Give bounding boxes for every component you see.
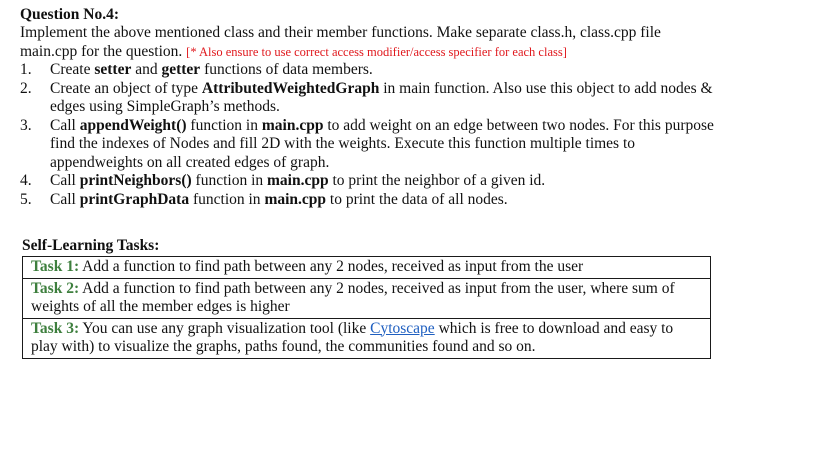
list-item-text: in main function. Also use this object to add nodes & edges using SimpleGraph’s methods.	[50, 79, 713, 115]
list-item	[20, 61, 720, 80]
self-learning-table	[22, 256, 711, 359]
list-item-text: to print the data of all nodes.	[326, 190, 508, 208]
table-cell	[23, 257, 711, 279]
list-item-keyword: main.cpp	[267, 172, 329, 189]
list-item-text: to print the neighbor of a given id.	[328, 172, 546, 189]
list-item-text: Call	[50, 116, 80, 134]
table-cell	[23, 318, 711, 358]
list-item-text: Call	[50, 172, 80, 189]
task-label: Task 3:	[31, 319, 80, 337]
task-text: You can use any graph visualization tool (like	[79, 319, 371, 337]
task-label: Task 1:	[31, 258, 80, 275]
list-item-keyword: main.cpp	[261, 116, 324, 134]
list-item-text: functions of data members.	[200, 61, 373, 78]
list-item-text: Call	[50, 190, 80, 208]
question-section	[20, 6, 720, 209]
list-item	[20, 117, 720, 173]
question-intro	[20, 24, 720, 61]
task-text: which is free to download and easy to play with) to visualize the graphs, paths found, the communities found and so on.	[31, 319, 674, 355]
list-item	[20, 191, 720, 210]
list-item-number: 5.	[20, 190, 32, 208]
self-learning-title: Self-Learning Tasks:	[22, 237, 160, 254]
list-item-keyword: getter	[161, 61, 201, 78]
cytoscape-link[interactable]: Cytoscape	[370, 319, 435, 337]
list-item-text: and	[131, 61, 162, 78]
task-label: Task 2:	[31, 279, 80, 297]
list-item-number: 4.	[20, 172, 32, 189]
list-item-text: function in	[189, 190, 265, 208]
intro-text: Implement the above mentioned class and their member functions. Make separate class.h, class.cpp file main.cpp for the question.	[20, 24, 661, 60]
list-item-text: Create	[50, 61, 95, 78]
requirements-list	[20, 61, 720, 209]
intro-note: [* Also ensure to use correct access modifier/access specifier for each class]	[186, 44, 567, 59]
table-row	[23, 278, 711, 318]
list-item-text: function in	[191, 172, 268, 189]
question-title: Question No.4:	[20, 6, 120, 23]
task-text: Add a function to find path between any 2 nodes, received as input from the user, where sum of weights of all the member edges is higher	[31, 279, 675, 315]
table-cell	[23, 278, 711, 318]
table-row	[23, 257, 711, 279]
list-item-keyword: appendWeight()	[79, 116, 187, 134]
list-item-number: 2.	[20, 79, 32, 97]
list-item-text: to add weight on an edge between two nodes. For this purpose find the indexes of Nodes and fill 2D with the weights. Execute this function multiple times to appendweights on all created edges of graph.	[50, 116, 714, 171]
list-item-keyword: printGraphData	[79, 190, 190, 208]
list-item-keyword: setter	[94, 61, 132, 78]
list-item	[20, 172, 720, 191]
list-item-text: function in	[186, 116, 262, 134]
list-item-keyword: AttributedWeightedGraph	[201, 79, 380, 97]
list-item-number: 3.	[20, 116, 32, 134]
list-item-keyword: main.cpp	[264, 190, 327, 208]
task-text: Add a function to find path between any 2 nodes, received as input from the user	[79, 258, 584, 275]
list-item-keyword: printNeighbors()	[79, 172, 192, 189]
list-item-number: 1.	[20, 61, 32, 78]
list-item	[20, 80, 720, 117]
table-row	[23, 318, 711, 358]
list-item-text: Create an object of type	[50, 79, 202, 97]
